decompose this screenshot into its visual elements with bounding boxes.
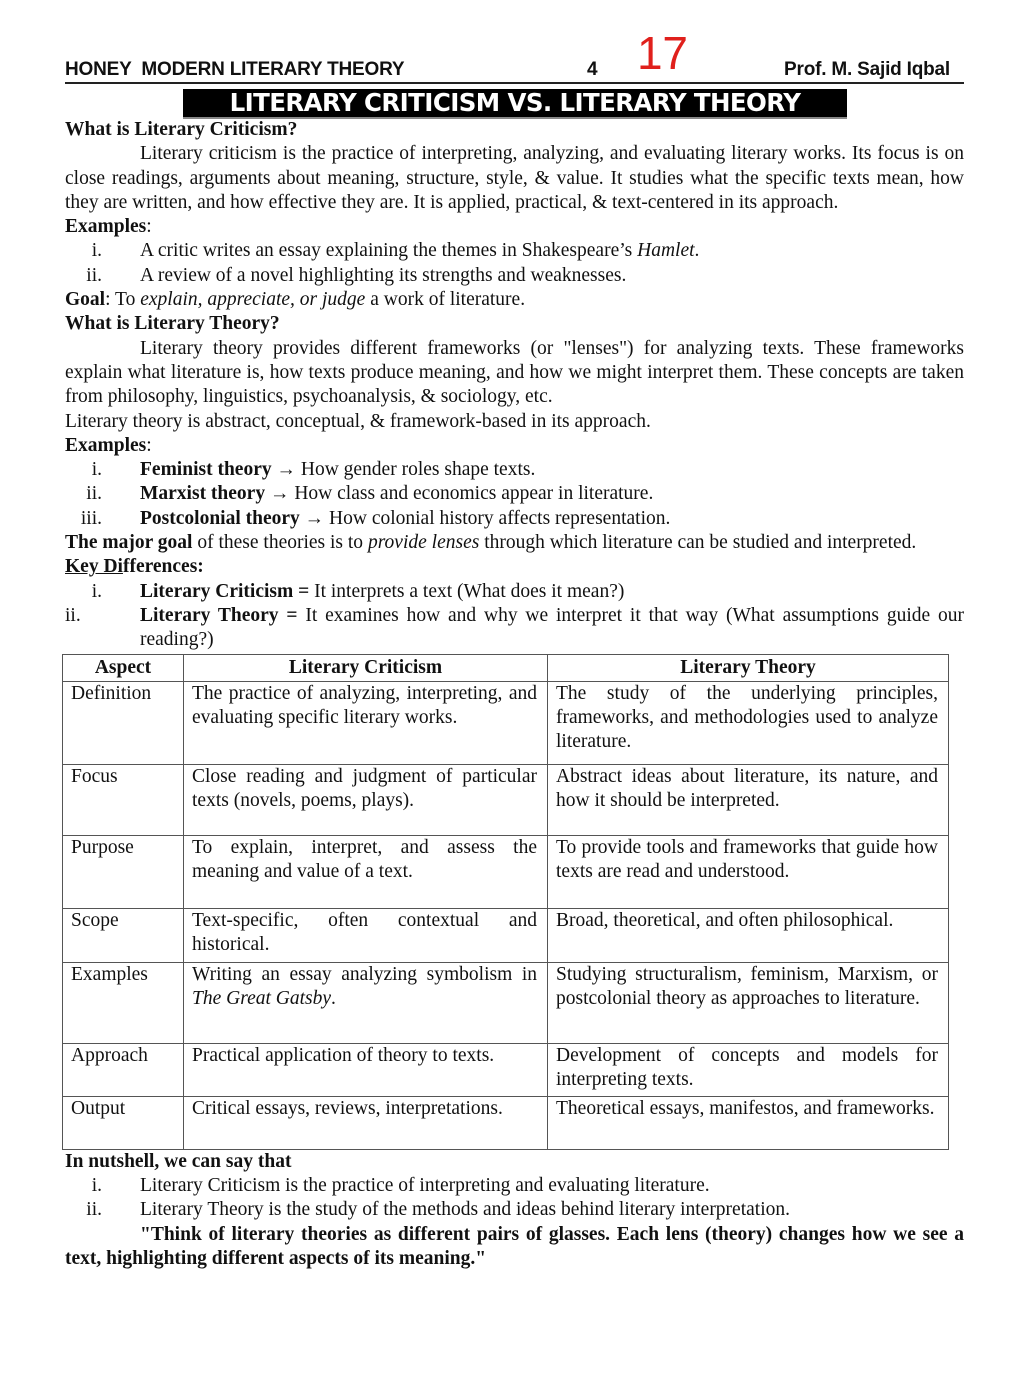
theory-goal: The major goal of these theories is to provide lenses through which literature can be studied and interpreted.: [65, 532, 917, 554]
criticism-cell: The practice of analyzing, interpreting, and evaluating specific literary works.: [184, 681, 548, 764]
aspect-cell: Scope: [63, 908, 184, 962]
theory-cell: Broad, theoretical, and often philosophical.: [548, 908, 949, 962]
aspect-cell: Focus: [63, 764, 184, 835]
criticism-cell: Writing an essay analyzing symbolism in The Great Gatsby.: [184, 962, 548, 1043]
document-body: [65, 118, 964, 1271]
table-row: [63, 962, 949, 1043]
aspect-cell: Output: [63, 1096, 184, 1149]
criticism-cell: Text-specific, often contextual and historical.: [184, 908, 548, 962]
list-item: i. Literary Criticism is the practice of interpreting and evaluating literature.: [91, 1175, 710, 1197]
criticism-cell: Close reading and judgment of particular texts (novels, poems, plays).: [184, 764, 548, 835]
theory-cell: Studying structuralism, feminism, Marxism, or postcolonial theory as approaches to literature.: [548, 962, 949, 1043]
criticism-heading: What is Literary Criticism?: [65, 119, 298, 140]
criticism-cell: Critical essays, reviews, interpretations.: [184, 1096, 548, 1149]
table-row: [63, 835, 949, 908]
aspect-cell: Approach: [63, 1043, 184, 1096]
nutshell-section: [65, 1150, 964, 1271]
table-row: [63, 681, 949, 764]
list-item: i. Literary Criticism = It interprets a text (What does it mean?): [91, 580, 625, 602]
table-row: [63, 764, 949, 835]
theory-section: [65, 312, 964, 555]
author-name: Prof. M. Sajid Iqbal: [784, 59, 950, 80]
column-header-aspect: Aspect: [63, 654, 184, 681]
nutshell-list: [65, 1174, 964, 1223]
aspect-cell: Purpose: [63, 835, 184, 908]
key-differences-section: [65, 555, 964, 1149]
list-item: i. Feminist theory → How gender roles shape texts.: [91, 459, 536, 481]
page-title: LITERARY CRITICISM VS. LITERARY THEORY: [183, 89, 847, 119]
theory-cell: Abstract ideas about literature, its nature, and how it should be interpreted.: [548, 764, 949, 835]
table-header-row: [63, 654, 949, 681]
table-row: [63, 908, 949, 962]
list-item: ii. A review of a novel highlighting its strengths and weaknesses.: [86, 264, 627, 286]
chapter-number: 4: [587, 59, 598, 80]
aspect-cell: Definition: [63, 681, 184, 764]
list-item: iii. Postcolonial theory → How colonial history affects representation.: [80, 507, 671, 529]
comparison-table: [62, 654, 949, 1150]
page-number: 17: [637, 27, 688, 79]
theory-examples-list: [65, 458, 964, 531]
column-header-criticism: Literary Criticism: [184, 654, 548, 681]
key-differences-heading: Key Differences:: [65, 556, 204, 578]
theory-summary: Literary theory is abstract, conceptual, & framework-based in its approach.: [65, 410, 651, 432]
running-header: [65, 27, 964, 84]
table-row: [63, 1043, 949, 1096]
theory-cell: The study of the underlying principles, frameworks, and methodologies used to analyze literature.: [548, 681, 949, 764]
column-header-theory: Literary Theory: [548, 654, 949, 681]
theory-cell: Theoretical essays, manifestos, and frameworks.: [548, 1096, 949, 1149]
criticism-cell: To explain, interpret, and assess the meaning and value of a text.: [184, 835, 548, 908]
theory-paragraph: Literary theory provides different frameworks (or "lenses") for analyzing texts. These frameworks explain what literature is, how texts produce meaning, and how we might interpret them. These concepts are taken from philosophy, linguistics, psychoanalysis, & sociology, etc.: [65, 337, 964, 408]
theory-cell: Development of concepts and models for interpreting texts.: [548, 1043, 949, 1096]
list-item: ii. Literary Theory is the study of the methods and ideas behind literary interpretation.: [86, 1199, 790, 1221]
theory-examples-label: Examples:: [65, 434, 152, 456]
key-differences-list: [65, 580, 964, 653]
criticism-paragraph: Literary criticism is the practice of interpreting, analyzing, and evaluating literary works. Its focus is on close readings, arguments about meaning, structure, style, & value. It studies what the specific texts mean, how they are written, and how effective they are. It is applied, practical, & text-centered in its approach.: [65, 143, 964, 213]
theory-cell: To provide tools and frameworks that guide how texts are read and understood.: [548, 835, 949, 908]
table-row: [63, 1096, 949, 1149]
aspect-cell: Examples: [63, 962, 184, 1043]
criticism-section: [65, 118, 964, 312]
nutshell-heading: In nutshell, we can say that: [65, 1150, 292, 1172]
list-item: i. A critic writes an essay explaining the themes in Shakespeare’s Hamlet.: [91, 240, 700, 262]
closing-quote: "Think of literary theories as different pairs of glasses. Each lens (theory) changes how we see a text, highlighting different aspects of its meaning.": [65, 1223, 964, 1270]
criticism-cell: Practical application of theory to texts.: [184, 1043, 548, 1096]
theory-heading: What is Literary Theory?: [65, 313, 280, 335]
book-title: HONEY MODERN LITERARY THEORY: [65, 59, 405, 80]
list-item: ii. Marxist theory → How class and economics appear in literature.: [86, 483, 654, 505]
criticism-examples-list: [65, 239, 964, 288]
criticism-goal: Goal: To explain, appreciate, or judge a work of literature.: [65, 289, 526, 311]
list-item: ii. Literary Theory = It examines how and why we interpret it that way (What assumptions guide our reading?): [65, 604, 964, 651]
criticism-examples-label: Examples:: [65, 216, 152, 238]
